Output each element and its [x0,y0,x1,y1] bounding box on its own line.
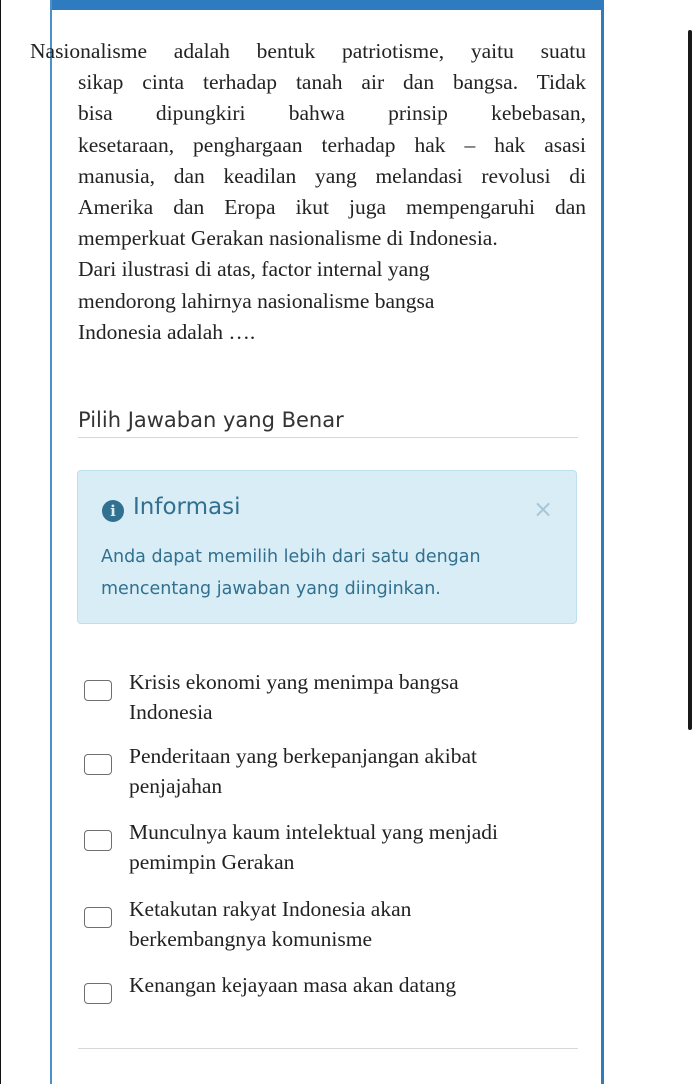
question-line: Amerika dan Eropa ikut juga mempengaruhi dan [78,195,586,220]
question-line: Nasionalisme adalah bentuk patriotisme, yaitu suatu [30,39,586,63]
question-text [30,36,586,348]
option-line[interactable]: Munculnya kaum intelektual yang menjadi [129,820,498,844]
checkbox[interactable] [84,983,112,1004]
info-alert-title: Informasi [133,494,241,520]
card-right-border [601,0,604,1084]
bottom-divider [78,1048,578,1049]
option-line[interactable]: pemimpin Gerakan [129,850,295,874]
answer-option-label[interactable] [129,970,456,1000]
question-line: kesetaraan, penghargaan terhadap hak – hak asasi [78,132,586,157]
photo-left-edge [0,0,1,1084]
question-line: Indonesia adalah …. [78,319,256,344]
answer-option-label[interactable] [129,741,477,801]
answer-option-label[interactable] [129,894,411,954]
option-line[interactable]: Krisis ekonomi yang menimpa bangsa [129,670,459,694]
question-line: bisa dipungkiri bahwa prinsip kebebasan, [78,101,586,126]
question-line: memperkuat Gerakan nasionalisme di Indonesia. [78,226,498,251]
question-line: manusia, dan keadilan yang melandasi revolusi di [78,163,586,188]
answer-option-label[interactable] [129,817,498,877]
option-line[interactable]: Ketakutan rakyat Indonesia akan [129,897,412,921]
info-line: Anda dapat memilih lebih dari satu dengan [101,547,481,567]
option-line[interactable]: berkembangnya komunisme [129,927,373,951]
scrollbar-thumb[interactable] [688,30,692,730]
answer-section-title: Pilih Jawaban yang Benar [78,408,344,432]
question-line: mendorong lahirnya nasionalisme bangsa [78,288,435,313]
question-line: sikap cinta terhadap tanah air dan bangsa. Tidak [78,70,586,95]
option-line[interactable]: Indonesia [129,700,213,724]
checkbox[interactable] [84,907,112,928]
section-divider [78,437,578,438]
info-circle-icon: i [102,500,124,522]
option-line[interactable]: Kenangan kejayaan masa akan datang [129,973,457,997]
card-top-bar [52,0,604,10]
scrollbar[interactable] [686,30,694,730]
close-icon[interactable]: × [533,495,554,523]
info-line: mencentang jawaban yang diinginkan. [101,579,441,599]
info-alert-text [101,541,561,605]
option-line[interactable]: penjajahan [129,774,223,798]
checkbox[interactable] [84,830,112,851]
checkbox[interactable] [84,754,112,775]
question-line: Dari ilustrasi di atas, factor internal yang [78,257,430,282]
checkbox[interactable] [84,680,112,701]
option-line[interactable]: Penderitaan yang berkepanjangan akibat [129,744,478,768]
answer-option-label[interactable] [129,667,459,727]
info-alert [77,470,577,624]
